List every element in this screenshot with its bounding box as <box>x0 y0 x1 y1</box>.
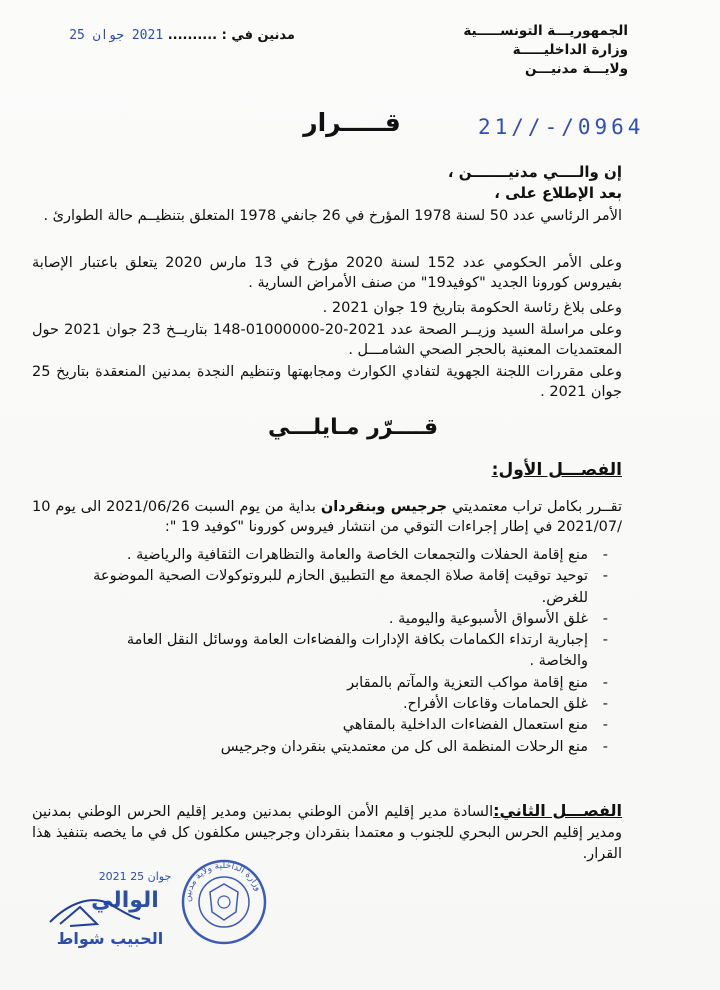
seal-emblem-center <box>218 896 230 908</box>
letterhead-ministry: وزارة الداخليـــــة <box>512 42 628 58</box>
preamble-item: وعلى مقررات اللجنة الجهوية لتفادي الكوارث ومجابهتها وتنظيم النجدة بمدنين المنعقدة بتاريخ 25 جوان 2021 . <box>32 364 622 400</box>
measure-text: منع الرحلات المنظمة الى كل من معتمديتي بنقردان وجرجيس <box>220 738 588 755</box>
date-stamp: 2021 جوان 25 <box>69 28 164 43</box>
intro-considering: بعد الإطلاع على ، <box>494 184 622 202</box>
document-title: قـــــرار <box>303 108 401 137</box>
measure-text: غلق الأسواق الأسبوعية واليومية . <box>388 610 588 627</box>
article2-text: السادة مدير إقليم الأمن الوطني بمدنين ومدير إقليم الحرس الوطني بمدنين ومدير إقليم الحرس البحري للجنوب و معتمدا بنقردان وجرجيس مكلفون كل في ما يخصه بتنفيذ هذا القرار. <box>32 804 622 862</box>
article1-highlight: جرجيس وبنقردان <box>320 499 448 515</box>
article2-block <box>32 800 622 865</box>
measure-text: إجبارية ارتداء الكمامات بكافة الإدارات والفضاءات العامة ووسائل النقل العامة والخاصة . <box>126 632 588 670</box>
seal-text: وزارة الداخلية ولاية مدنين <box>182 860 263 903</box>
list-item: - إجبارية ارتداء الكمامات بكافة الإدارات والفضاءات العامة ووسائل النقل العامة والخاصة . <box>126 632 608 670</box>
article1-text <box>32 497 622 537</box>
place-dots: .......... <box>167 28 218 43</box>
official-seal <box>180 858 268 946</box>
preamble-item: وعلى مراسلة السيد وزيــر الصحة عدد 2021-20-01000000-148 بتاريــخ 23 جوان 2021 حول المعتمديات المعنية بالحجر الصحي الشامـــل . <box>32 322 623 358</box>
signature-stamp <box>35 862 180 952</box>
preamble-item: وعلى بلاغ رئاسة الحكومة بتاريخ 19 جوان 2021 . <box>322 300 622 316</box>
letterhead-republic: الجمهوريـــة التونســـــية <box>463 23 628 39</box>
signature-date: 2021 جوان 25 <box>98 870 172 883</box>
list-item: - توحيد توقيت إقامة صلاة الجمعة مع التطبيق الحازم للبروتوكولات الصحية الموضوعة للغرض. <box>93 568 608 606</box>
list-item: - منع إقامة مواكب التعزية والمآتم بالمقابر <box>347 674 608 691</box>
measures-list <box>88 545 608 758</box>
reference-number: 21//-/0964 <box>478 115 645 139</box>
measure-text: توحيد توقيت إقامة صلاة الجمعة مع التطبيق الحازم للبروتوكولات الصحية الموضوعة للغرض. <box>93 568 588 606</box>
list-item: - منع إقامة الحفلات والتجمعات الخاصة والعامة والتظاهرات الثقافية والرياضية . <box>126 547 608 563</box>
place-date <box>55 28 295 43</box>
measure-text: غلق الحمامات وقاعات الأفراح. <box>402 696 588 713</box>
article2-title: الفصـــل الثاني: <box>493 801 622 820</box>
measure-text: منع إقامة الحفلات والتجمعات الخاصة والعامة والتظاهرات الثقافية والرياضية . <box>126 547 588 563</box>
preamble-item: وعلى الأمر الحكومي عدد 152 لسنة 2020 مؤرخ في 13 مارس 2020 يتعلق باعتبار الإصابة بفيروس كورونا الجديد "كوفيد19" من صنف الأمراض السارية . <box>32 255 622 291</box>
intro-governor: إن والــــي مدنيـــــــن ، <box>447 163 622 181</box>
article1-title: الفصـــل الأول: <box>491 460 622 480</box>
article1-text-after: بداية من يوم السبت 2021/06/26 الى يوم 10 /2021/07 في إطار إجراءات التوقي من انتشار فيروس كورونا "كوفيد 19 ": <box>32 499 622 535</box>
seal-emblem <box>210 884 238 920</box>
list-item: - منع استعمال الفضاءات الداخلية بالمقاهي <box>342 717 608 734</box>
place-label: مدنين في : <box>221 28 295 43</box>
letterhead-governorate: ولايـــة مدنيـــن <box>525 61 628 77</box>
preamble-item: الأمر الرئاسي عدد 50 لسنة 1978 المؤرخ في 26 جانفي 1978 المتعلق بتنظيــم حالة الطوارئ . <box>43 208 622 224</box>
signature-name: الحبيب شواط <box>56 929 164 948</box>
list-item: - منع الرحلات المنظمة الى كل من معتمديتي بنقردان وجرجيس <box>220 738 608 755</box>
signature-title: الوالي <box>91 888 159 913</box>
article1-text-before: تقــرر بكامل تراب معتمديتي <box>447 499 622 515</box>
letterhead <box>448 22 628 79</box>
decision-title: قــــرّر مـايلـــي <box>268 415 438 440</box>
intro <box>448 162 622 204</box>
list-item: - غلق الحمامات وقاعات الأفراح. <box>402 696 608 713</box>
list-item: - غلق الأسواق الأسبوعية واليومية . <box>388 610 608 627</box>
measure-text: منع إقامة مواكب التعزية والمآتم بالمقابر <box>347 674 588 691</box>
measure-text: منع استعمال الفضاءات الداخلية بالمقاهي <box>342 717 588 734</box>
